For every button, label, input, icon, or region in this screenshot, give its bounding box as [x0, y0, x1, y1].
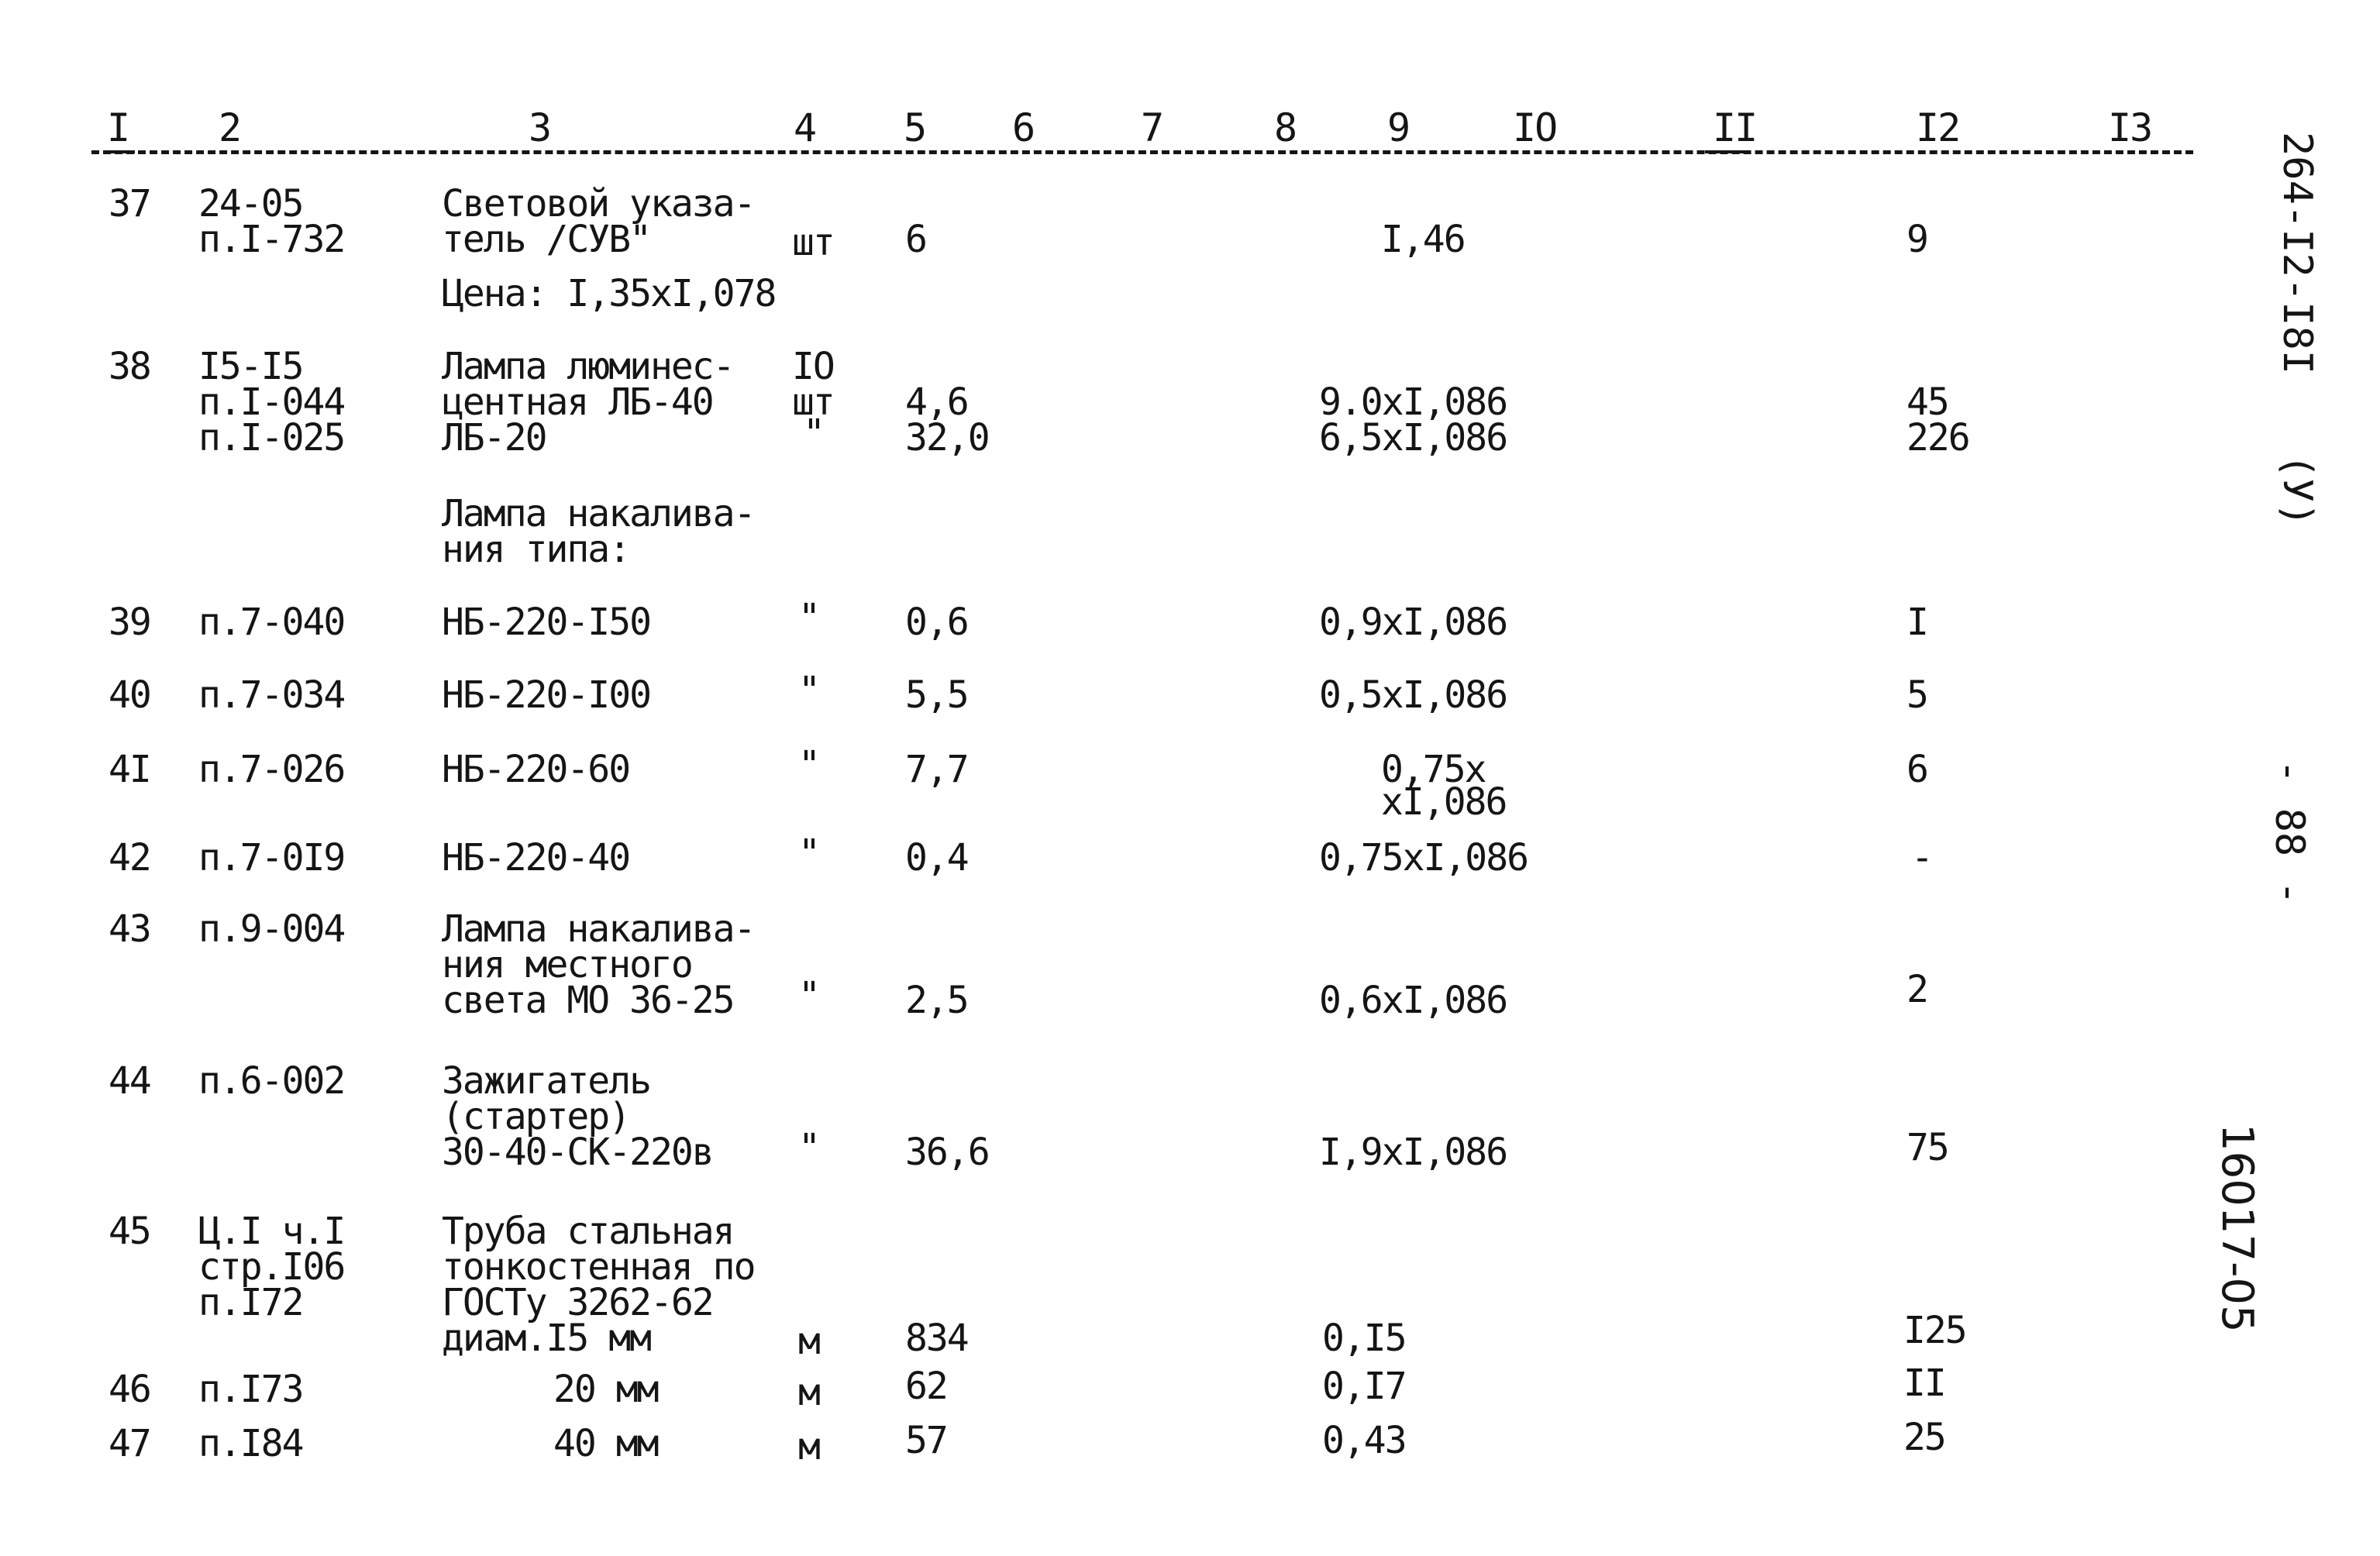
unit: " — [798, 974, 819, 1017]
quantity: 0,4 — [905, 836, 968, 880]
row-number: 39 — [108, 601, 150, 644]
archive-number: 16017-05 — [2212, 1124, 2262, 1333]
col9-value: 0,I5 — [1322, 1317, 1406, 1360]
item-name: света МО 36-25 — [442, 979, 734, 1022]
col9-value: I,46 — [1381, 218, 1465, 261]
norm-code: п.I-044 — [198, 380, 345, 424]
unit: м — [798, 1320, 819, 1363]
row-number: 4I — [108, 748, 150, 791]
norm-code: п.I73 — [198, 1368, 303, 1411]
item-name: Зажигатель — [442, 1059, 650, 1103]
col12-value: 75 — [1906, 1126, 1948, 1169]
col12-value: II — [1903, 1362, 1945, 1405]
column-header-9: 9 — [1387, 105, 1410, 150]
quantity: 2,5 — [905, 979, 968, 1022]
col12-value: 6 — [1906, 748, 1927, 791]
item-name: ния местного — [442, 943, 692, 986]
row-number: 40 — [108, 673, 150, 717]
unit: " — [798, 669, 819, 712]
unit: м — [798, 1371, 819, 1414]
col9-value: 0,43 — [1322, 1419, 1406, 1462]
norm-code: п.6-002 — [198, 1059, 345, 1103]
item-name: тель /СУВ" — [442, 218, 650, 261]
norm-code: п.7-040 — [198, 601, 345, 644]
row-number: 45 — [108, 1210, 150, 1253]
page-number: - 88 - — [2266, 759, 2313, 905]
norm-code: Ц.I ч.I — [198, 1210, 345, 1253]
item-name: 40 мм — [553, 1422, 658, 1465]
header-underline — [104, 150, 135, 153]
header-dashed-rule — [91, 150, 2193, 154]
norm-code: I5-I5 — [198, 345, 303, 388]
quantity: 0,6 — [905, 601, 968, 644]
col12-value: 45 — [1906, 380, 1948, 424]
quantity: 6 — [905, 218, 926, 261]
col9-value: 6,5xI,086 — [1319, 416, 1507, 460]
item-name: Лампа накалива- — [442, 907, 755, 951]
column-header-4: 4 — [794, 105, 816, 150]
document-code — [2274, 132, 2320, 527]
row-number: 43 — [108, 907, 150, 951]
column-header-8: 8 — [1274, 105, 1297, 150]
row-number: 44 — [108, 1059, 150, 1103]
unit: м — [798, 1425, 819, 1468]
unit: " — [798, 596, 819, 639]
item-name: НБ-220-I50 — [442, 601, 650, 644]
quantity: 32,0 — [905, 416, 989, 460]
col9-value: 0,75xI,086 — [1319, 836, 1528, 880]
quantity: 62 — [905, 1365, 947, 1408]
column-header-1: I — [107, 105, 129, 150]
item-name: 20 мм — [553, 1368, 658, 1411]
norm-code: п.I84 — [198, 1422, 303, 1465]
unit: шт — [792, 380, 834, 424]
col9-value: 0,6xI,086 — [1319, 979, 1507, 1022]
item-name: диам.I5 мм — [442, 1317, 650, 1360]
header-underline — [1705, 150, 1748, 153]
col9-value: I,9xI,086 — [1319, 1131, 1507, 1174]
item-name: Труба стальная — [442, 1210, 734, 1253]
item-name: Световой указа- — [442, 182, 755, 225]
col12-value: 226 — [1906, 416, 1969, 460]
row-number: 46 — [108, 1368, 150, 1411]
group-title: ния типа: — [442, 528, 630, 571]
norm-code: п.7-034 — [198, 673, 345, 717]
column-header-5: 5 — [904, 105, 926, 150]
row-number: 38 — [108, 345, 150, 388]
norm-code: 24-05 — [198, 182, 303, 225]
unit: " — [798, 743, 819, 787]
unit: " — [803, 411, 824, 455]
norm-code: п.I-025 — [198, 416, 345, 460]
norm-code: п.7-0I9 — [198, 836, 345, 880]
column-header-6: 6 — [1012, 105, 1035, 150]
item-name: НБ-220-40 — [442, 836, 630, 880]
quantity: 4,6 — [905, 380, 968, 424]
column-header-2: 2 — [219, 105, 241, 150]
price-note: Цена: I,35xI,078 — [442, 272, 776, 315]
col9-value: xI,086 — [1381, 780, 1507, 824]
row-number: 37 — [108, 182, 150, 225]
document-code-suffix: (У) — [2274, 453, 2320, 527]
item-name: ГОСТу 3262-62 — [442, 1281, 713, 1324]
unit: " — [798, 831, 819, 875]
col12-value: I — [1906, 601, 1927, 644]
item-name: НБ-220-60 — [442, 748, 630, 791]
quantity: 57 — [905, 1419, 947, 1462]
col9-value: 0,75x — [1381, 748, 1486, 791]
item-name: Лампа люминес- — [442, 345, 734, 388]
column-header-12: I2 — [1916, 105, 1960, 150]
item-name: (стартер) — [442, 1095, 630, 1138]
row-number: 42 — [108, 836, 150, 880]
row-number: 47 — [108, 1422, 150, 1465]
item-name: центная ЛБ-40 — [442, 380, 713, 424]
quantity: 834 — [905, 1317, 968, 1360]
norm-code: п.9-004 — [198, 907, 345, 951]
col9-value: 9.0xI,086 — [1319, 380, 1507, 424]
col12-value: 2 — [1906, 968, 1927, 1011]
unit: " — [798, 1126, 819, 1169]
norm-code: п.I72 — [198, 1281, 303, 1324]
column-header-13: I3 — [2108, 105, 2152, 150]
norm-code: п.I-732 — [198, 218, 345, 261]
column-header-7: 7 — [1141, 105, 1163, 150]
col12-value: I25 — [1903, 1309, 1966, 1352]
item-name: тонкостенная по — [442, 1245, 755, 1289]
column-header-11: II — [1713, 105, 1757, 150]
col12-value: 9 — [1906, 218, 1927, 261]
item-name: НБ-220-I00 — [442, 673, 650, 717]
item-name: ЛБ-20 — [442, 416, 546, 460]
group-title: Лампа накалива- — [442, 492, 755, 535]
norm-code: п.7-026 — [198, 748, 345, 791]
column-header-3: 3 — [529, 105, 551, 150]
quantity: 7,7 — [905, 748, 968, 791]
col9-value: 0,5xI,086 — [1319, 673, 1507, 717]
column-header-10: IO — [1513, 105, 1557, 150]
unit: IO — [792, 345, 834, 388]
document-code-number: 264-I2-I8I — [2274, 132, 2320, 375]
quantity: 36,6 — [905, 1131, 989, 1174]
col12-value: 25 — [1903, 1416, 1945, 1459]
quantity: 5,5 — [905, 673, 968, 717]
item-name: 30-40-СК-220в — [442, 1131, 713, 1174]
unit: шт — [792, 221, 834, 264]
col12-value: 5 — [1906, 673, 1927, 717]
col9-value: 0,9xI,086 — [1319, 601, 1507, 644]
col12-value: - — [1911, 836, 1932, 880]
norm-code: стр.I06 — [198, 1245, 345, 1289]
col9-value: 0,I7 — [1322, 1365, 1406, 1408]
